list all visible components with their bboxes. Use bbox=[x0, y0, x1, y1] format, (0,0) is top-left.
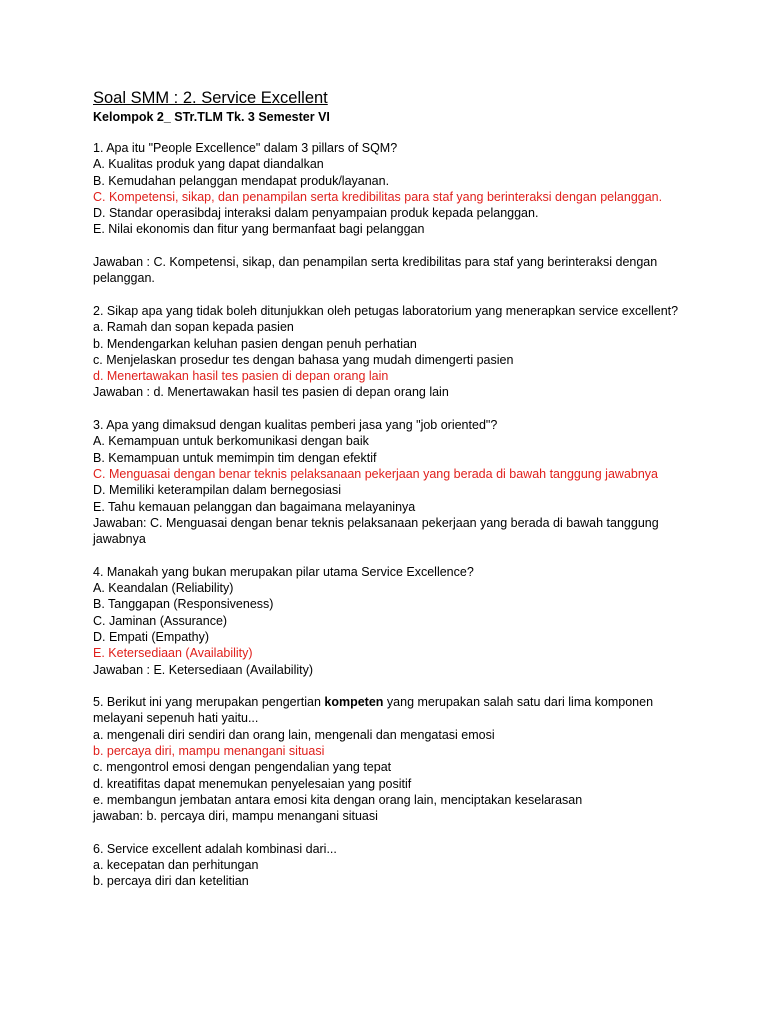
question-5 bbox=[93, 694, 693, 824]
option-a: a. kecepatan dan perhitungan bbox=[93, 858, 259, 873]
option-b: B. Kemudahan pelanggan mendapat produk/layanan. bbox=[93, 173, 390, 188]
option-e-correct: E. Ketersediaan (Availability) bbox=[93, 646, 253, 661]
option-a: a. Ramah dan sopan kepada pasien bbox=[93, 320, 294, 335]
option-a: A. Kemampuan untuk berkomunikasi dengan baik bbox=[93, 434, 369, 449]
question-text: 3. Apa yang dimaksud dengan kualitas pemberi jasa yang "job oriented"? bbox=[93, 418, 498, 433]
answer-text: Jawaban: C. Menguasai dengan benar teknis pelaksanaan pekerjaan yang berada di bawah tanggung jawabnya bbox=[93, 515, 659, 547]
question-text: 2. Sikap apa yang tidak boleh ditunjukkan oleh petugas laboratorium yang menerapkan service excellent? bbox=[93, 303, 679, 318]
option-c: c. mengontrol emosi dengan pengendalian yang tepat bbox=[93, 760, 392, 775]
spacer bbox=[93, 547, 693, 563]
spacer bbox=[93, 287, 693, 303]
answer-text: Jawaban : d. Menertawakan hasil tes pasien di depan orang lain bbox=[93, 385, 449, 400]
option-b: B. Tanggapan (Responsiveness) bbox=[93, 597, 274, 612]
question-text: 1. Apa itu "People Excellence" dalam 3 pillars of SQM? bbox=[93, 141, 398, 155]
document-subtitle: Kelompok 2_ STr.TLM Tk. 3 Semester VI bbox=[93, 110, 330, 124]
spacer bbox=[93, 238, 693, 254]
option-d: D. Empati (Empathy) bbox=[93, 629, 210, 644]
question-text-start: 5. Berikut ini yang merupakan pengertian bbox=[93, 695, 325, 710]
option-c: c. Menjelaskan prosedur tes dengan bahasa yang mudah dimengerti pasien bbox=[93, 352, 514, 367]
question-1 bbox=[93, 140, 693, 287]
question-4 bbox=[93, 564, 693, 678]
question-text-end: yang merupakan salah satu dari lima komponen melayani sepenuh hati yaitu... bbox=[93, 695, 654, 726]
spacer bbox=[93, 401, 693, 417]
option-d: D. Memiliki keterampilan dalam bernegosiasi bbox=[93, 483, 342, 498]
option-b: b. Mendengarkan keluhan pasien dengan penuh perhatian bbox=[93, 336, 417, 351]
option-d: D. Standar operasibdaj interaksi dalam penyampaian produk kepada pelanggan. bbox=[93, 206, 539, 221]
option-a: A. Kualitas produk yang dapat diandalkan bbox=[93, 157, 324, 172]
option-c-correct: C. Kompetensi, sikap, dan penampilan serta kredibilitas para staf yang berinteraksi dengan pelanggan. bbox=[93, 189, 663, 204]
option-a: A. Keandalan (Reliability) bbox=[93, 581, 234, 596]
option-d: d. kreatifitas dapat menemukan penyelesaian yang positif bbox=[93, 776, 412, 791]
question-text bbox=[93, 694, 693, 727]
spacer bbox=[93, 824, 693, 840]
spacer bbox=[93, 678, 693, 694]
answer-text: jawaban: b. percaya diri, mampu menangani situasi bbox=[93, 809, 378, 824]
question-keyword: kompeten bbox=[324, 695, 384, 710]
question-text: 6. Service excellent adalah kombinasi dari... bbox=[93, 841, 337, 856]
option-e: E. Nilai ekonomis dan fitur yang bermanfaat bagi pelanggan bbox=[93, 222, 425, 237]
option-b: B. Kemampuan untuk memimpin tim dengan efektif bbox=[93, 450, 377, 465]
option-b-correct: b. percaya diri, mampu menangani situasi bbox=[93, 743, 325, 758]
question-text: 4. Manakah yang bukan merupakan pilar utama Service Excellence? bbox=[93, 564, 474, 579]
answer-text: Jawaban : E. Ketersediaan (Availability) bbox=[93, 662, 314, 677]
option-a: a. mengenali diri sendiri dan orang lain, mengenali dan mengatasi emosi bbox=[93, 727, 495, 742]
option-b: b. percaya diri dan ketelitian bbox=[93, 874, 249, 889]
option-c: C. Jaminan (Assurance) bbox=[93, 613, 228, 628]
option-e: e. membangun jembatan antara emosi kita dengan orang lain, menciptakan keselarasan bbox=[93, 792, 583, 807]
answer-text: Jawaban : C. Kompetensi, sikap, dan penampilan serta kredibilitas para staf yang berinteraksi dengan pelanggan. bbox=[93, 255, 658, 286]
question-2 bbox=[93, 303, 693, 401]
option-e: E. Tahu kemauan pelanggan dan bagaimana melayaninya bbox=[93, 499, 416, 514]
option-c-correct: C. Menguasai dengan benar teknis pelaksanaan pekerjaan yang berada di bawah tanggung jawabnya bbox=[93, 466, 658, 481]
question-3 bbox=[93, 417, 693, 547]
document-title: Soal SMM : 2. Service Excellent bbox=[93, 89, 328, 107]
option-d-correct: d. Menertawakan hasil tes pasien di depan orang lain bbox=[93, 369, 389, 384]
document-page bbox=[93, 88, 693, 890]
question-6 bbox=[93, 841, 693, 890]
